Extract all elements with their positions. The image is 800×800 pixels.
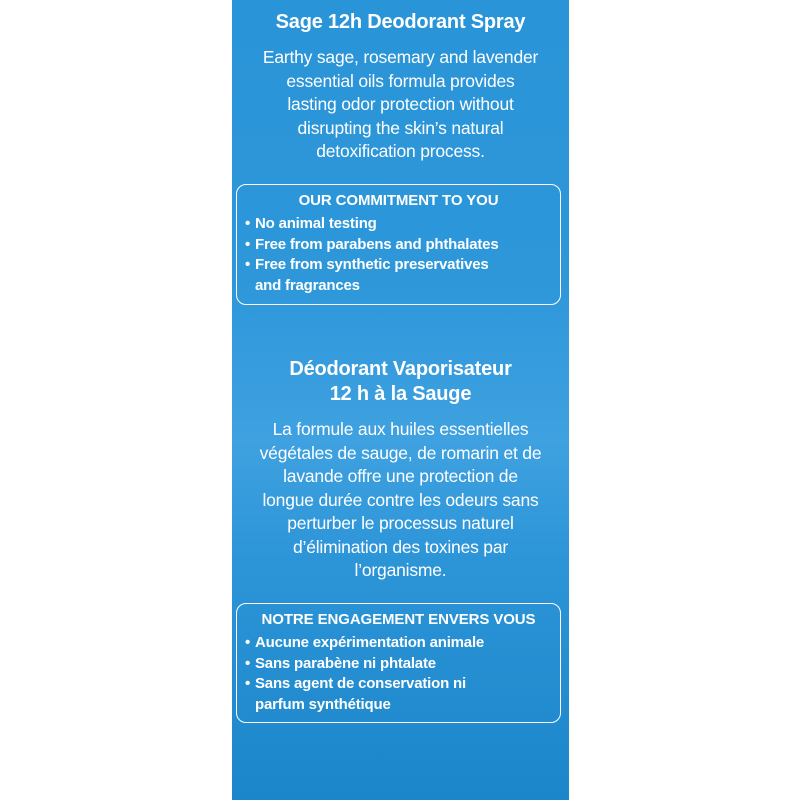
french-description-line: lavande offre une protection de: [283, 466, 518, 486]
french-title-line: Déodorant Vaporisateur: [289, 358, 512, 380]
list-item: • Free from synthetic preservatives and fragrances: [245, 256, 489, 294]
english-description-line: detoxification process.: [316, 141, 485, 161]
french-commitment-box: [236, 603, 561, 723]
french-commitment-list: [245, 633, 552, 715]
bullet-icon: •: [245, 256, 251, 273]
french-description-line: l’organisme.: [354, 560, 447, 580]
french-description: [240, 418, 561, 583]
french-commitment-heading: NOTRE ENGAGEMENT ENVERS VOUS: [261, 611, 536, 628]
list-item: • Sans parabène ni phtalate: [245, 654, 552, 675]
english-description: [240, 46, 561, 164]
english-commitment-box: [236, 184, 561, 305]
bullet-icon: •: [245, 235, 251, 253]
french-description-line: longue durée contre les odeurs sans: [262, 489, 539, 510]
english-description-line: Earthy sage, rosemary and lavender: [262, 47, 539, 67]
english-commitment-list: [245, 214, 552, 296]
list-item: • Sans agent de conservation ni parfum synthétique: [245, 675, 466, 713]
bullet-icon: •: [245, 675, 251, 692]
product-label-panel: [232, 0, 569, 800]
french-description-line: perturber le processus naturel: [287, 513, 514, 533]
english-product-title: Sage 12h Deodorant Spray: [275, 11, 526, 33]
french-product-title: [232, 357, 569, 407]
english-description-line: essential oils formula provides: [286, 70, 515, 91]
bullet-icon: •: [245, 634, 251, 651]
bullet-icon: •: [245, 654, 251, 672]
french-description-line: végétales de sauge, de romarin et de: [259, 442, 542, 463]
list-item: • Aucune expérimentation animale: [245, 633, 552, 654]
list-item: • Free from parabens and phthalates: [245, 235, 552, 256]
english-description-line: disrupting the skin’s natural: [297, 117, 504, 138]
french-description-line: La formule aux huiles essentielles: [272, 419, 529, 439]
bullet-icon: •: [245, 215, 251, 232]
english-commitment-heading: OUR COMMITMENT TO YOU: [298, 192, 499, 209]
french-title-line: 12 h à la Sauge: [329, 383, 472, 405]
list-item: • No animal testing: [245, 214, 552, 235]
french-description-line: d’élimination des toxines par: [292, 536, 509, 557]
english-description-line: lasting odor protection without: [287, 94, 514, 114]
